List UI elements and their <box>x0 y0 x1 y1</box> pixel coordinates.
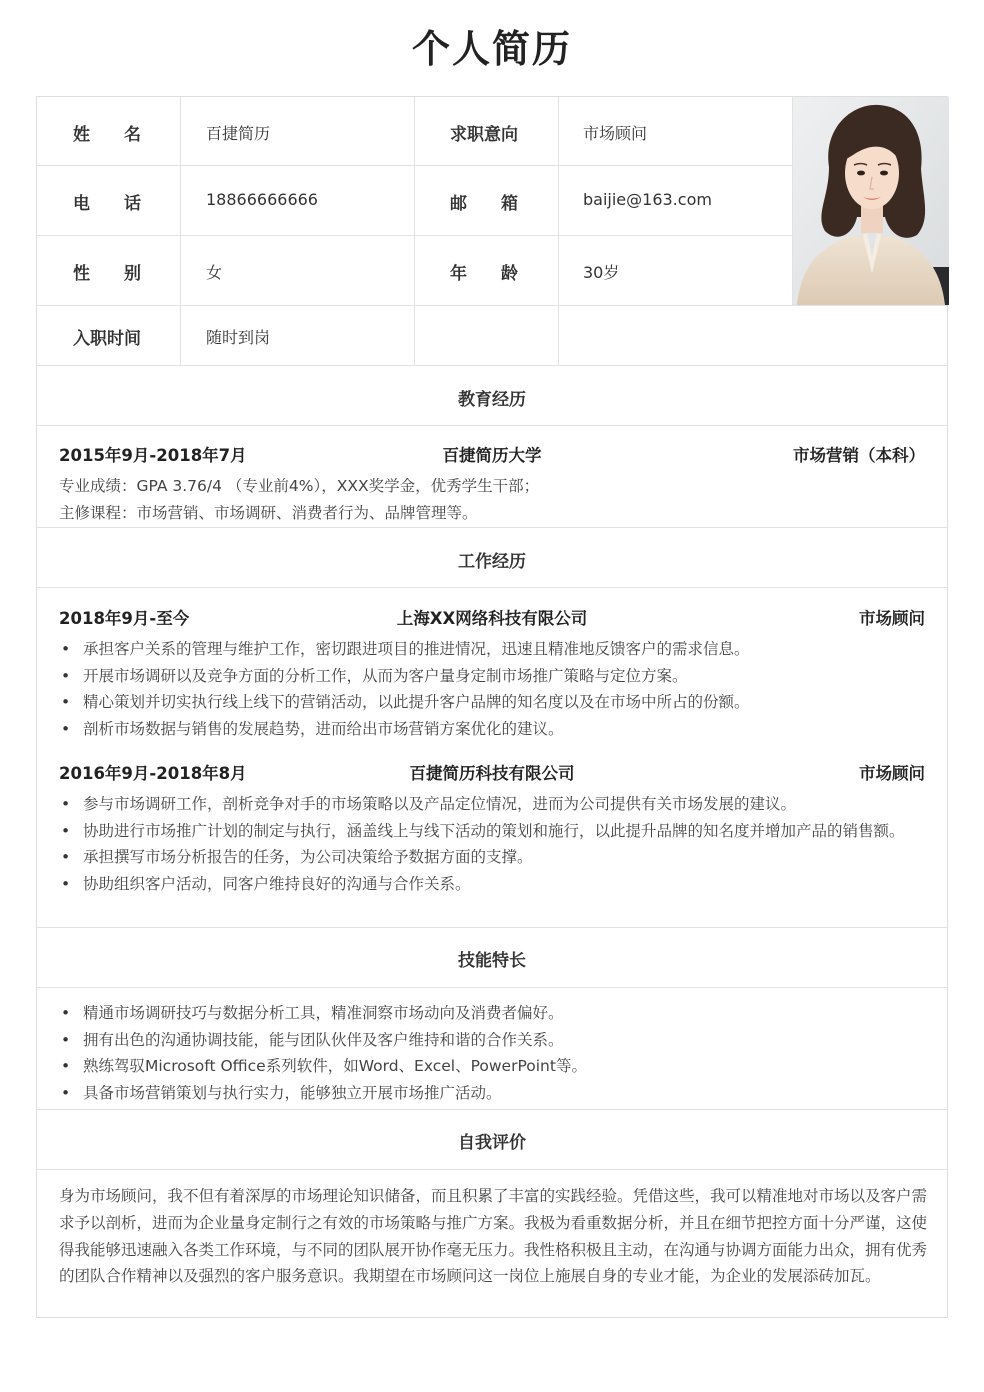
email-label: 邮 箱 <box>450 194 518 214</box>
education-school: 百捷简历大学 <box>442 446 542 465</box>
work-bullets <box>59 791 929 897</box>
section-title-education: 教育经历 <box>458 390 526 410</box>
list-item: • 协助进行市场推广计划的制定与执行，涵盖线上与线下活动的策划和施行，以此提升品牌的知名度并增加产品的销售额。 <box>59 818 929 845</box>
job-intent-value: 市场顾问 <box>583 124 648 143</box>
name-value: 百捷简历 <box>206 124 271 143</box>
list-item: • 承担客户关系的管理与维护工作，密切跟进项目的推进情况，迅速且精准地反馈客户的需求信息。 <box>59 636 929 663</box>
list-item: • 精心策划并切实执行线上线下的营销活动，以此提升客户品牌的知名度以及在市场中所占的份额。 <box>59 689 929 716</box>
self-evaluation-text: 身为市场顾问，我不但有着深厚的市场理论知识储备，而且积累了丰富的实践经验。凭借这些，我可以精准地对市场以及客户需求予以剖析，进而为企业量身定制行之有效的市场策略与推广方案。我极为看重数据分析，并且在细节把控方面十分严谨，这使得我能够迅速融入各类工作环境，与不同的团队展开协作毫无压力。我性格积极且主动，在沟通与协调方面能力出众，拥有优秀的团队合作精神以及强烈的客户服务意识。我期望在市场顾问这一岗位上施展自身的专业才能，为企业的发展添砖加瓦。 <box>59 1187 928 1286</box>
gender-value: 女 <box>206 263 223 282</box>
email-value: baijie@163.com <box>583 190 712 209</box>
education-line: 主修课程：市场营销、市场调研、消费者行为、品牌管理等。 <box>59 503 478 522</box>
work-entry-header <box>59 760 925 784</box>
list-item: • 熟练驾驭Microsoft Office系列软件，如Word、Excel、PowerPoint等。 <box>59 1053 929 1080</box>
phone-label: 电 话 <box>73 194 141 214</box>
start-date-value: 随时到岗 <box>206 328 271 347</box>
page-title: 个人简历 <box>411 27 572 71</box>
work-role: 市场顾问 <box>859 609 925 628</box>
education-line: 专业成绩：GPA 3.76/4 （专业前4%），XXX奖学金，优秀学生干部； <box>59 477 540 495</box>
list-item: • 开展市场调研以及竞争方面的分析工作，从而为客户量身定制市场推广策略与定位方案。 <box>59 663 929 690</box>
section-title-work: 工作经历 <box>458 552 526 572</box>
work-period: 2018年9月-至今 <box>59 609 190 628</box>
list-item: • 协助组织客户活动，同客户维持良好的沟通与合作关系。 <box>59 871 929 898</box>
work-company: 百捷简历科技有限公司 <box>409 764 575 783</box>
name-label: 姓 名 <box>73 125 141 145</box>
gender-label: 性 别 <box>73 264 141 284</box>
work-bullets <box>59 636 929 742</box>
work-period: 2016年9月-2018年8月 <box>59 764 247 783</box>
work-entry-header <box>59 605 925 629</box>
list-item: • 参与市场调研工作，剖析竞争对手的市场策略以及产品定位情况，进而为公司提供有关市场发展的建议。 <box>59 791 929 818</box>
work-company: 上海XX网络科技有限公司 <box>396 609 588 628</box>
phone-value: 18866666666 <box>206 190 318 209</box>
education-entry-header <box>59 442 925 466</box>
age-label: 年 龄 <box>450 264 518 284</box>
resume-table <box>36 96 948 1318</box>
job-intent-label: 求职意向 <box>450 125 518 145</box>
skills-bullets <box>59 1000 929 1106</box>
start-date-label: 入职时间 <box>73 329 141 349</box>
section-title-self-evaluation: 自我评价 <box>458 1133 526 1153</box>
education-period: 2015年9月-2018年7月 <box>59 446 247 465</box>
list-item: • 精通市场调研技巧与数据分析工具，精准洞察市场动向及消费者偏好。 <box>59 1000 929 1027</box>
section-title-skills: 技能特长 <box>458 951 526 971</box>
education-major: 市场营销（本科） <box>793 446 925 465</box>
list-item: • 具备市场营销策划与执行实力，能够独立开展市场推广活动。 <box>59 1080 929 1107</box>
list-item: • 拥有出色的沟通协调技能，能与团队伙伴及客户维持和谐的合作关系。 <box>59 1027 929 1054</box>
list-item: • 承担撰写市场分析报告的任务，为公司决策给予数据方面的支撑。 <box>59 844 929 871</box>
profile-photo <box>793 97 949 305</box>
education-details <box>59 473 927 526</box>
age-value: 30岁 <box>583 263 620 282</box>
work-role: 市场顾问 <box>859 764 925 783</box>
list-item: • 剖析市场数据与销售的发展趋势，进而给出市场营销方案优化的建议。 <box>59 716 929 743</box>
portrait-image <box>793 97 949 305</box>
